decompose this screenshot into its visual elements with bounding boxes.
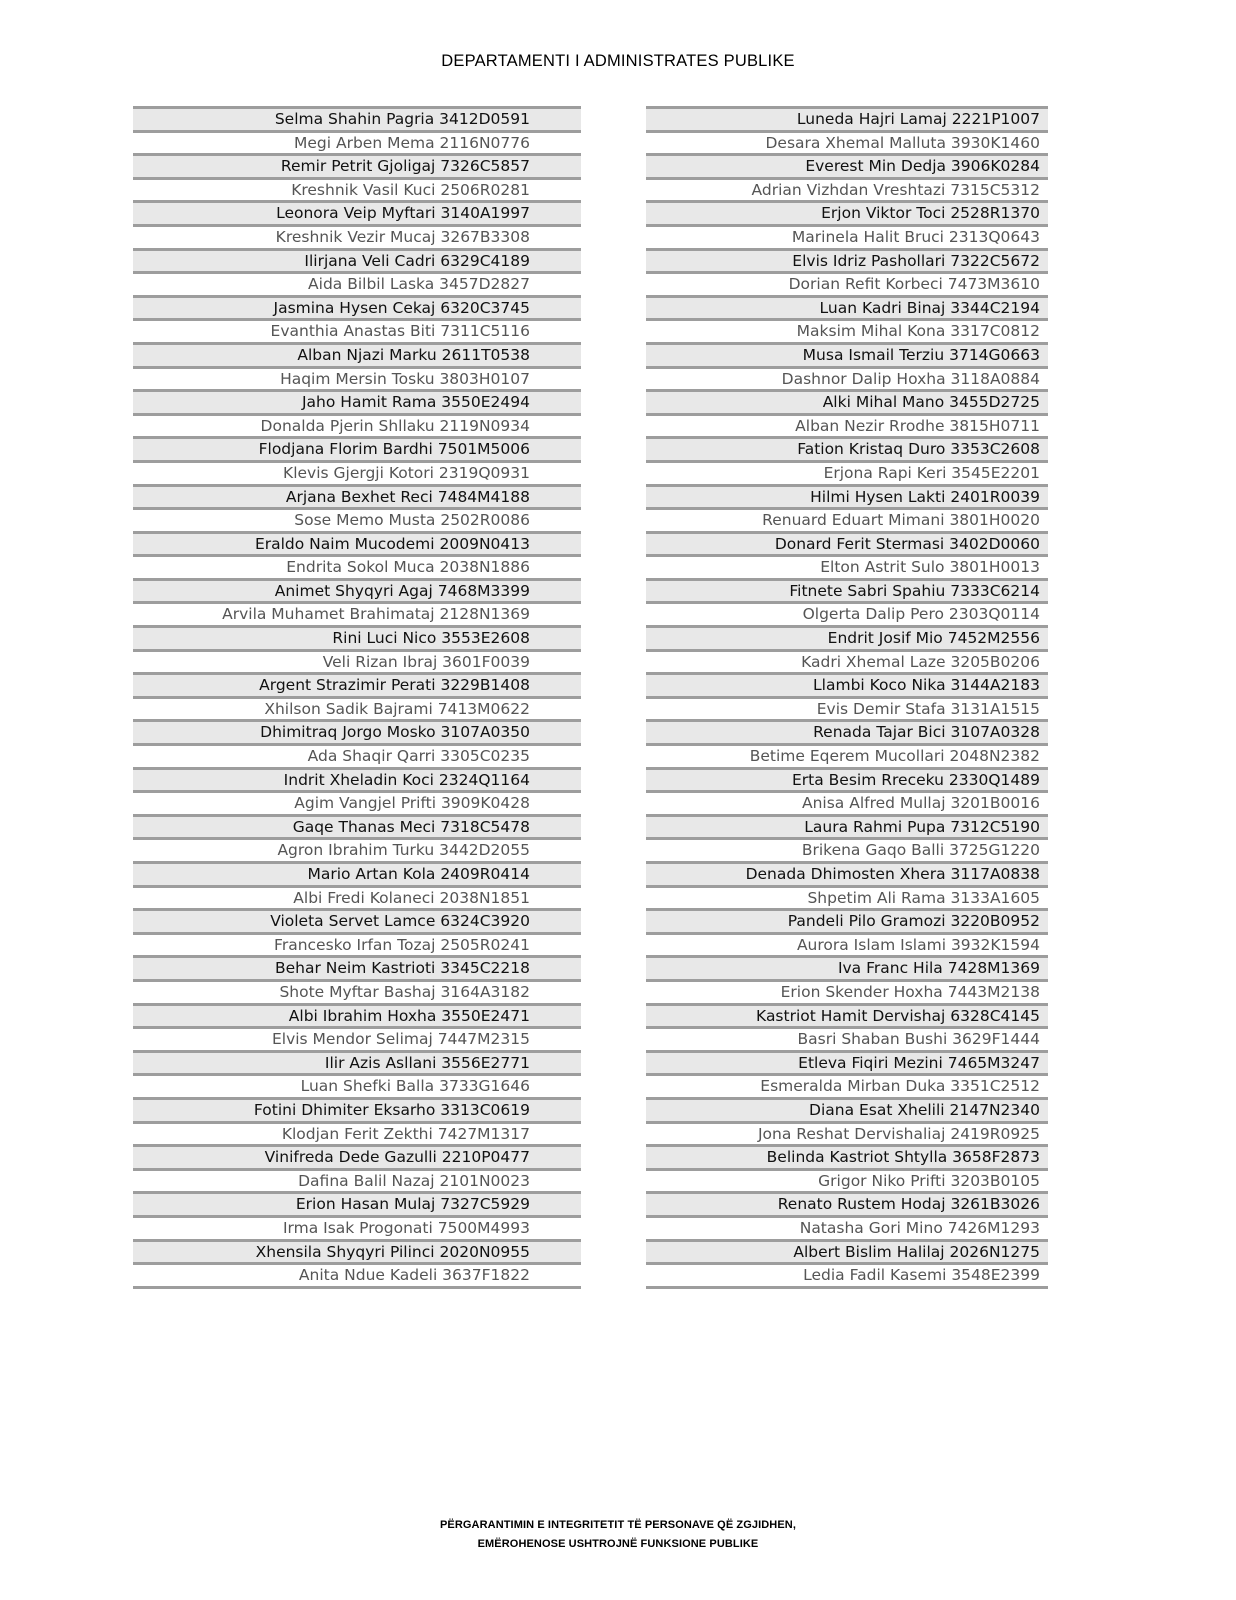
list-item: Desara Xhemal Malluta 3930K1460 [646, 133, 1048, 157]
list-item: Agim Vangjel Prifti 3909K0428 [133, 793, 581, 817]
list-item: Jona Reshat Dervishaliaj 2419R0925 [646, 1124, 1048, 1148]
list-item: Ilirjana Veli Cadri 6329C4189 [133, 251, 581, 275]
list-item: Animet Shyqyri Agaj 7468M3399 [133, 581, 581, 605]
list-item: Remir Petrit Gjoligaj 7326C5857 [133, 156, 581, 180]
list-item: Kreshnik Vasil Kuci 2506R0281 [133, 180, 581, 204]
list-item: Flodjana Florim Bardhi 7501M5006 [133, 439, 581, 463]
list-item: Shpetim Ali Rama 3133A1605 [646, 888, 1048, 912]
list-item: Jaho Hamit Rama 3550E2494 [133, 392, 581, 416]
list-item: Erjona Rapi Keri 3545E2201 [646, 463, 1048, 487]
list-item: Luan Kadri Binaj 3344C2194 [646, 298, 1048, 322]
list-item: Elvis Idriz Pashollari 7322C5672 [646, 251, 1048, 275]
list-item: Musa Ismail Terziu 3714G0663 [646, 345, 1048, 369]
list-item: Renato Rustem Hodaj 3261B3026 [646, 1194, 1048, 1218]
list-item: Dafina Balil Nazaj 2101N0023 [133, 1171, 581, 1195]
list-item: Luan Shefki Balla 3733G1646 [133, 1076, 581, 1100]
page-title: DEPARTAMENTI I ADMINISTRATES PUBLIKE [441, 52, 795, 70]
list-item: Maksim Mihal Kona 3317C0812 [646, 321, 1048, 345]
list-item: Erion Hasan Mulaj 7327C5929 [133, 1194, 581, 1218]
list-item: Kadri Xhemal Laze 3205B0206 [646, 652, 1048, 676]
list-item: Erion Skender Hoxha 7443M2138 [646, 982, 1048, 1006]
list-item: Klevis Gjergji Kotori 2319Q0931 [133, 463, 581, 487]
list-item: Diana Esat Xhelili 2147N2340 [646, 1100, 1048, 1124]
list-item: Argent Strazimir Perati 3229B1408 [133, 675, 581, 699]
list-item: Llambi Koco Nika 3144A2183 [646, 675, 1048, 699]
list-item: Donalda Pjerin Shllaku 2119N0934 [133, 416, 581, 440]
list-item: Irma Isak Progonati 7500M4993 [133, 1218, 581, 1242]
list-item: Luneda Hajri Lamaj 2221P1007 [646, 109, 1048, 133]
list-item: Behar Neim Kastrioti 3345C2218 [133, 958, 581, 982]
list-item: Betime Eqerem Mucollari 2048N2382 [646, 746, 1048, 770]
footer-note [0, 1516, 1236, 1554]
list-item: Basri Shaban Bushi 3629F1444 [646, 1029, 1048, 1053]
list-item: Olgerta Dalip Pero 2303Q0114 [646, 604, 1048, 628]
list-item: Fotini Dhimiter Eksarho 3313C0619 [133, 1100, 581, 1124]
list-item: Arjana Bexhet Reci 7484M4188 [133, 487, 581, 511]
list-item: Brikena Gaqo Balli 3725G1220 [646, 840, 1048, 864]
list-item: Violeta Servet Lamce 6324C3920 [133, 911, 581, 935]
list-item: Elton Astrit Sulo 3801H0013 [646, 557, 1048, 581]
names-list-right [646, 106, 1048, 1289]
list-item: Jasmina Hysen Cekaj 6320C3745 [133, 298, 581, 322]
list-item: Sose Memo Musta 2502R0086 [133, 510, 581, 534]
list-item: Leonora Veip Myftari 3140A1997 [133, 203, 581, 227]
list-item: Alki Mihal Mano 3455D2725 [646, 392, 1048, 416]
list-item: Vinifreda Dede Gazulli 2210P0477 [133, 1147, 581, 1171]
list-item: Dorian Refit Korbeci 7473M3610 [646, 274, 1048, 298]
list-item: Ilir Azis Asllani 3556E2771 [133, 1053, 581, 1077]
list-item: Renuard Eduart Mimani 3801H0020 [646, 510, 1048, 534]
list-item: Xhilson Sadik Bajrami 7413M0622 [133, 699, 581, 723]
list-item: Indrit Xheladin Koci 2324Q1164 [133, 770, 581, 794]
list-item: Aurora Islam Islami 3932K1594 [646, 935, 1048, 959]
list-item: Megi Arben Mema 2116N0776 [133, 133, 581, 157]
list-item: Anita Ndue Kadeli 3637F1822 [133, 1265, 581, 1289]
list-item: Albi Ibrahim Hoxha 3550E2471 [133, 1006, 581, 1030]
list-item: Grigor Niko Prifti 3203B0105 [646, 1171, 1048, 1195]
list-item: Veli Rizan Ibraj 3601F0039 [133, 652, 581, 676]
list-item: Evanthia Anastas Biti 7311C5116 [133, 321, 581, 345]
list-item: Everest Min Dedja 3906K0284 [646, 156, 1048, 180]
list-item: Esmeralda Mirban Duka 3351C2512 [646, 1076, 1048, 1100]
list-item: Mario Artan Kola 2409R0414 [133, 864, 581, 888]
list-item: Dhimitraq Jorgo Mosko 3107A0350 [133, 722, 581, 746]
list-item: Denada Dhimosten Xhera 3117A0838 [646, 864, 1048, 888]
list-item: Etleva Fiqiri Mezini 7465M3247 [646, 1053, 1048, 1077]
footer-line-2: EMËROHENOSE USHTROJNË FUNKSIONE PUBLIKE [477, 1538, 759, 1550]
list-item: Haqim Mersin Tosku 3803H0107 [133, 369, 581, 393]
list-item: Elvis Mendor Selimaj 7447M2315 [133, 1029, 581, 1053]
list-item: Hilmi Hysen Lakti 2401R0039 [646, 487, 1048, 511]
list-item: Anisa Alfred Mullaj 3201B0016 [646, 793, 1048, 817]
list-item: Kreshnik Vezir Mucaj 3267B3308 [133, 227, 581, 251]
list-item: Evis Demir Stafa 3131A1515 [646, 699, 1048, 723]
list-item: Adrian Vizhdan Vreshtazi 7315C5312 [646, 180, 1048, 204]
list-item: Alban Njazi Marku 2611T0538 [133, 345, 581, 369]
list-item: Kastriot Hamit Dervishaj 6328C4145 [646, 1006, 1048, 1030]
list-item: Francesko Irfan Tozaj 2505R0241 [133, 935, 581, 959]
list-item: Renada Tajar Bici 3107A0328 [646, 722, 1048, 746]
list-item: Iva Franc Hila 7428M1369 [646, 958, 1048, 982]
list-item: Marinela Halit Bruci 2313Q0643 [646, 227, 1048, 251]
list-item: Selma Shahin Pagria 3412D0591 [133, 109, 581, 133]
list-item: Agron Ibrahim Turku 3442D2055 [133, 840, 581, 864]
list-item: Xhensila Shyqyri Pilinci 2020N0955 [133, 1242, 581, 1266]
list-item: Pandeli Pilo Gramozi 3220B0952 [646, 911, 1048, 935]
list-item: Donard Ferit Stermasi 3402D0060 [646, 534, 1048, 558]
list-item: Erjon Viktor Toci 2528R1370 [646, 203, 1048, 227]
list-item: Fation Kristaq Duro 3353C2608 [646, 439, 1048, 463]
list-item: Endrit Josif Mio 7452M2556 [646, 628, 1048, 652]
list-item: Klodjan Ferit Zekthi 7427M1317 [133, 1124, 581, 1148]
names-list-left [133, 106, 581, 1289]
list-item: Rini Luci Nico 3553E2608 [133, 628, 581, 652]
list-item: Ledia Fadil Kasemi 3548E2399 [646, 1265, 1048, 1289]
list-item: Aida Bilbil Laska 3457D2827 [133, 274, 581, 298]
list-item: Laura Rahmi Pupa 7312C5190 [646, 817, 1048, 841]
list-item: Natasha Gori Mino 7426M1293 [646, 1218, 1048, 1242]
list-item: Endrita Sokol Muca 2038N1886 [133, 557, 581, 581]
list-item: Eraldo Naim Mucodemi 2009N0413 [133, 534, 581, 558]
list-item: Alban Nezir Rrodhe 3815H0711 [646, 416, 1048, 440]
footer-line-1: PËRGARANTIMIN E INTEGRITETIT TË PERSONAVE QË ZGJIDHEN, [439, 1519, 796, 1531]
list-item: Ada Shaqir Qarri 3305C0235 [133, 746, 581, 770]
list-item: Erta Besim Rreceku 2330Q1489 [646, 770, 1048, 794]
list-item: Gaqe Thanas Meci 7318C5478 [133, 817, 581, 841]
list-item: Belinda Kastriot Shtylla 3658F2873 [646, 1147, 1048, 1171]
list-item: Albert Bislim Halilaj 2026N1275 [646, 1242, 1048, 1266]
list-item: Arvila Muhamet Brahimataj 2128N1369 [133, 604, 581, 628]
list-item: Dashnor Dalip Hoxha 3118A0884 [646, 369, 1048, 393]
list-item: Fitnete Sabri Spahiu 7333C6214 [646, 581, 1048, 605]
list-item: Albi Fredi Kolaneci 2038N1851 [133, 888, 581, 912]
list-item: Shote Myftar Bashaj 3164A3182 [133, 982, 581, 1006]
